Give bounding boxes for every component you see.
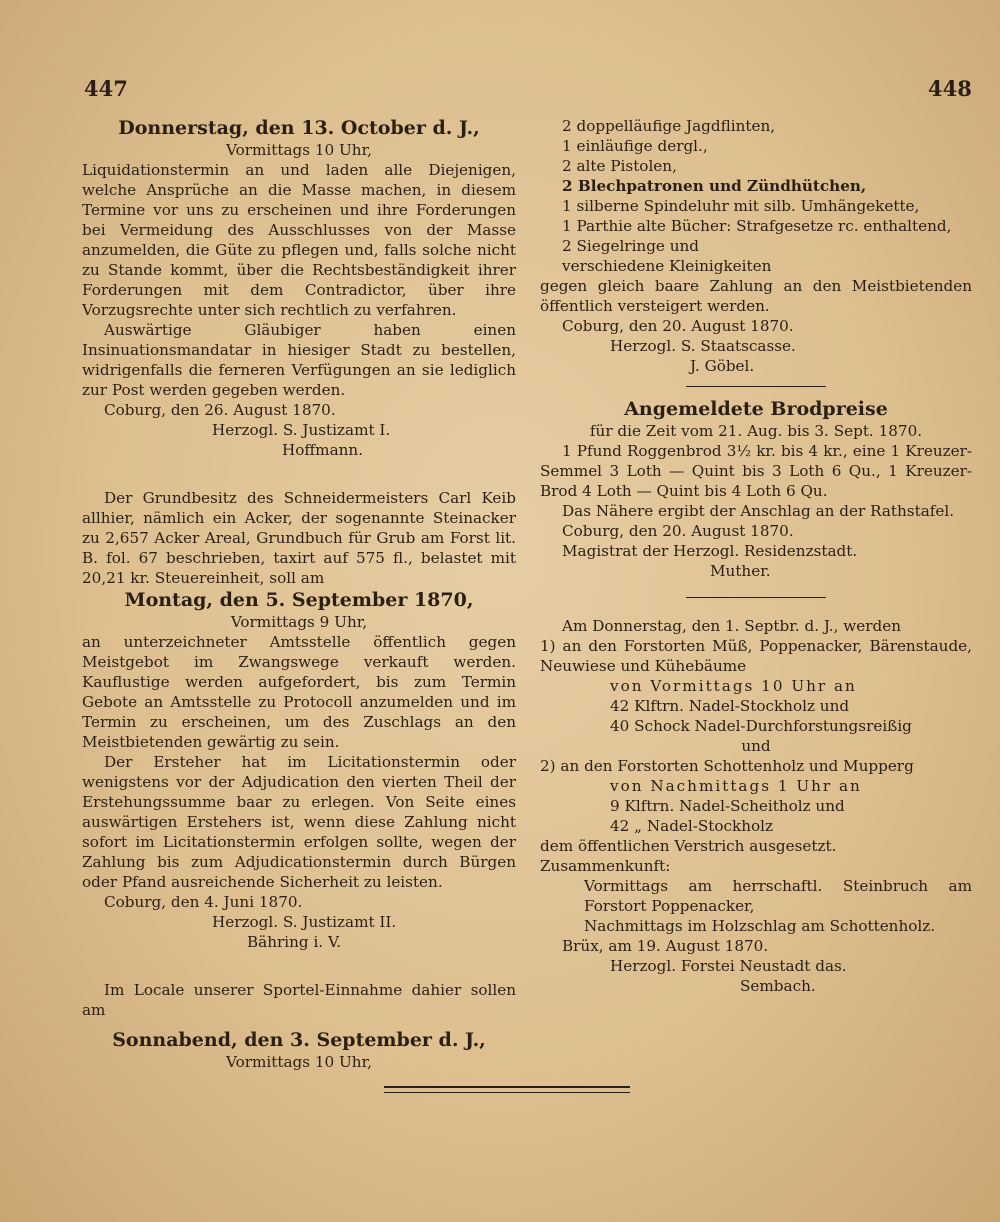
forest-meet-label: Zusammenkunft: — [540, 857, 671, 875]
bottom-rule-1 — [384, 1086, 630, 1088]
bread-heading: Angemeldete Brodpreise — [624, 398, 888, 420]
items-signature: J. Göbel. — [690, 357, 755, 375]
notice1-heading: Donnerstag, den 13. October d. J., — [118, 117, 480, 139]
forest-p1-b: 40 Schock Nadel-Durchforstungsreißig — [610, 717, 912, 735]
forest-p2-b: 42 „ Nadel-Stockholz — [610, 817, 774, 835]
notice1-time: Vormittags 10 Uhr, — [226, 141, 372, 159]
forest-p1-and: und — [741, 737, 771, 755]
item-4: 2 Blechpatronen und Zündhütchen, — [562, 177, 867, 195]
notice2-heading: Montag, den 5. September 1870, — [124, 589, 474, 611]
forest-signature: Sembach. — [740, 977, 816, 995]
divider-1 — [686, 386, 826, 387]
notice1-body2: Auswärtige Gläubiger haben einen Insinuationsmandatar in hiesiger Stadt zu bestellen, widrigenfalls die ferneren Verfügungen an sie lediglich zur Post werden gegeben werden. — [82, 321, 516, 399]
forest-p1-time: von Vormittags 10 Uhr an — [610, 677, 857, 695]
item-7: 2 Siegelringe und — [562, 237, 700, 255]
notice1-signature: Hoffmann. — [282, 441, 364, 459]
bread-signature: Muther. — [710, 562, 771, 580]
forest-authority: Herzogl. Forstei Neustadt das. — [610, 957, 847, 975]
item-8: verschiedene Kleinigkeiten — [562, 257, 772, 275]
bread-line2: Das Nähere ergibt der Anschlag an der Rathstafel. — [562, 502, 955, 520]
right-column — [540, 116, 972, 996]
item-6: 1 Parthie alte Bücher: Strafgesetze rc. enthaltend, — [562, 217, 952, 235]
forest-intro: Am Donnerstag, den 1. Septbr. d. J., werden — [562, 617, 901, 635]
item-2: 1 einläufige dergl., — [562, 137, 708, 155]
notice3-time: Vormittags 10 Uhr, — [226, 1053, 372, 1071]
page-number-left: 447 — [84, 76, 128, 101]
item-3: 2 alte Pistolen, — [562, 157, 677, 175]
bottom-rule-2 — [384, 1092, 630, 1093]
left-column — [82, 116, 516, 1072]
forest-p1: 1) an den Forstorten Müß, Poppenacker, Bärenstaude, Neuwiese und Kühebäume — [540, 637, 972, 675]
bread-period: für die Zeit vom 21. Aug. bis 3. Sept. 1870. — [589, 422, 923, 440]
items-authority: Herzogl. S. Staatscasse. — [610, 337, 796, 355]
forest-place-date: Brüx, am 19. August 1870. — [562, 937, 769, 955]
forest-p2-a: 9 Klftrn. Nadel-Scheitholz und — [610, 797, 845, 815]
notice2-time: Vormittags 9 Uhr, — [230, 613, 368, 631]
notice2-place-date: Coburg, den 4. Juni 1870. — [104, 893, 303, 911]
notice2-intro: Der Grundbesitz des Schneidermeisters Carl Keib allhier, nämlich ein Acker, der sogenannte Steinacker zu 2,657 Acker Areal, Grundbuch für Grub am Forst lit. B. fol. 67 beschrieben, taxirt auf 575 fl., belastet mit 20,21 kr. Steuereinheit, soll am — [82, 489, 516, 587]
items-place-date: Coburg, den 20. August 1870. — [562, 317, 794, 335]
bread-authority: Magistrat der Herzogl. Residenzstadt. — [562, 542, 858, 560]
notice3-intro: Im Locale unserer Sportel-Einnahme dahier sollen am — [82, 981, 516, 1019]
item-5: 1 silberne Spindeluhr mit silb. Umhängekette, — [562, 197, 920, 215]
forest-p2: 2) an den Forstorten Schottenholz und Mupperg — [540, 757, 914, 775]
notice3-heading: Sonnabend, den 3. September d. J., — [112, 1029, 486, 1051]
bread-place-date: Coburg, den 20. August 1870. — [562, 522, 794, 540]
forest-p1-a: 42 Klftrn. Nadel-Stockholz und — [610, 697, 850, 715]
forest-end: dem öffentlichen Verstrich ausgesetzt. — [540, 837, 837, 855]
notice2-body: an unterzeichneter Amtsstelle öffentlich gegen Meistgebot im Zwangswege verkauft werden. Kauflustige werden aufgefordert, bis zum Termin Gebote an Amtsstelle zu Protocoll anzumelden und im Termin zu erscheinen, um des Zuschlags an den Meistbietenden gewärtig zu sein. — [82, 633, 516, 751]
page-number-right: 448 — [928, 76, 972, 101]
notice1-place-date: Coburg, den 26. August 1870. — [104, 401, 336, 419]
notice2-body2: Der Ersteher hat im Licitationstermin oder wenigstens vor der Adjudication den vierten Theil der Erstehungssumme baar zu erlegen. Von Seite eines auswärtigen Erstehers ist, wenn diese Zahlung nicht sofort im Licitationstermin erfolgen sollte, wegen der Zahlung bis zum Adjudicationstermin durch Bürgen oder Pfand ausreichende Sicherheit zu leisten. — [82, 753, 516, 891]
notice1-authority: Herzogl. S. Justizamt I. — [212, 421, 391, 439]
item-1: 2 doppelläufige Jagdflinten, — [562, 117, 776, 135]
forest-meet1: Vormittags am herrschaftl. Steinbruch am Forstort Poppenacker, — [584, 877, 972, 915]
bread-line1: 1 Pfund Roggenbrod 3½ kr. bis 4 kr., eine 1 Kreuzer-Semmel 3 Loth — Quint bis 3 Loth 6 Qu., 1 Kreuzer-Brod 4 Loth — Quint bis 4 Loth 6 Qu. — [540, 442, 972, 500]
notice1-body: Liquidationstermin an und laden alle Diejenigen, welche Ansprüche an die Masse machen, in diesem Termine vor uns zu erscheinen und ihre Forderungen bei Vermeidung des Ausschlusses von der Masse anzumelden, die Güte zu pflegen und, falls solche nicht zu Stande kommt, über die Rechtsbeständigkeit ihrer Forderungen mit dem Contradictor, über ihre Vorzugsrechte unter sich rechtlich zu verfahren. — [82, 161, 516, 319]
forest-meet2: Nachmittags im Holzschlag am Schottenholz. — [584, 917, 936, 935]
notice2-authority: Herzogl. S. Justizamt II. — [212, 913, 397, 931]
forest-p2-time: von Nachmittags 1 Uhr an — [610, 777, 862, 795]
notice2-signature: Bähring i. V. — [247, 933, 342, 951]
divider-2 — [686, 597, 826, 598]
items-tail: gegen gleich baare Zahlung an den Meistbietenden öffentlich versteigert werden. — [540, 277, 972, 315]
